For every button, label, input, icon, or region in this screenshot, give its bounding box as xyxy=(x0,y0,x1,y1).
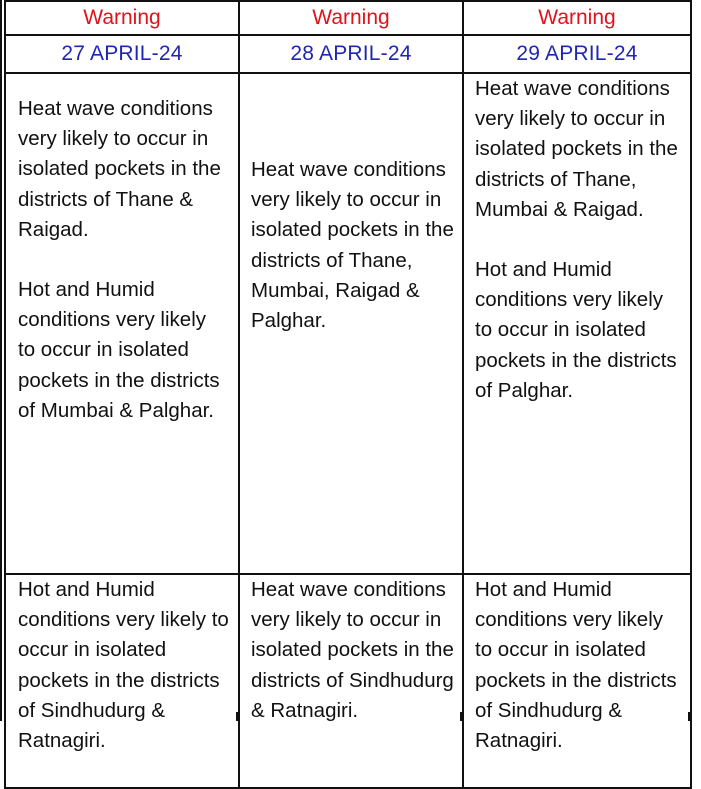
date-label-day3: 29 APRIL-24 xyxy=(463,35,691,73)
warning-cell-day2-row1 xyxy=(239,73,463,574)
warning-cell-day2-row2 xyxy=(239,574,463,788)
warning-label-day3: Warning xyxy=(463,1,691,35)
warning-text: Hot and Humid conditions very likely to occur in isolated pockets in the districts of Sindhudurg & Ratnagiri. xyxy=(18,578,229,753)
warning-text: Hot and Humid conditions very likely to occur in isolated pockets in the districts of Sindhudurg & Ratnagiri. xyxy=(475,578,677,753)
column-divider-stub xyxy=(236,712,238,721)
warning-text: Hot and Humid conditions very likely to occur in isolated pockets in the districts of Palghar. xyxy=(475,258,677,402)
warning-label-day1: Warning xyxy=(5,1,239,35)
table-row xyxy=(5,73,691,574)
date-label-day1: 27 APRIL-24 xyxy=(5,35,239,73)
warning-header-row xyxy=(5,1,691,35)
left-edge-border xyxy=(0,0,2,721)
table-row xyxy=(5,574,691,788)
column-divider-stub xyxy=(460,712,462,721)
warning-text: Heat wave conditions very likely to occur in isolated pockets in the districts of Thane, Mumbai, Raigad & Palghar. xyxy=(251,158,454,333)
warning-label-day2: Warning xyxy=(239,1,463,35)
warning-text: Heat wave conditions very likely to occur in isolated pockets in the districts of Thane & Raigad. xyxy=(18,97,221,241)
warning-text: Heat wave conditions very likely to occur in isolated pockets in the districts of Thane, Mumbai & Raigad. xyxy=(475,77,678,221)
district-warning-table xyxy=(4,0,692,789)
column-divider-stub xyxy=(688,712,690,721)
date-label-day2: 28 APRIL-24 xyxy=(239,35,463,73)
warning-text: Heat wave conditions very likely to occur in isolated pockets in the districts of Sindhudurg & Ratnagiri. xyxy=(251,578,454,722)
warning-cell-day1-row1 xyxy=(5,73,239,574)
warning-cell-day1-row2 xyxy=(5,574,239,788)
warning-cell-day3-row1 xyxy=(463,73,691,574)
warning-text: Hot and Humid conditions very likely to occur in isolated pockets in the districts of Mumbai & Palghar. xyxy=(18,278,220,422)
date-header-row xyxy=(5,35,691,73)
warning-cell-day3-row2 xyxy=(463,574,691,788)
